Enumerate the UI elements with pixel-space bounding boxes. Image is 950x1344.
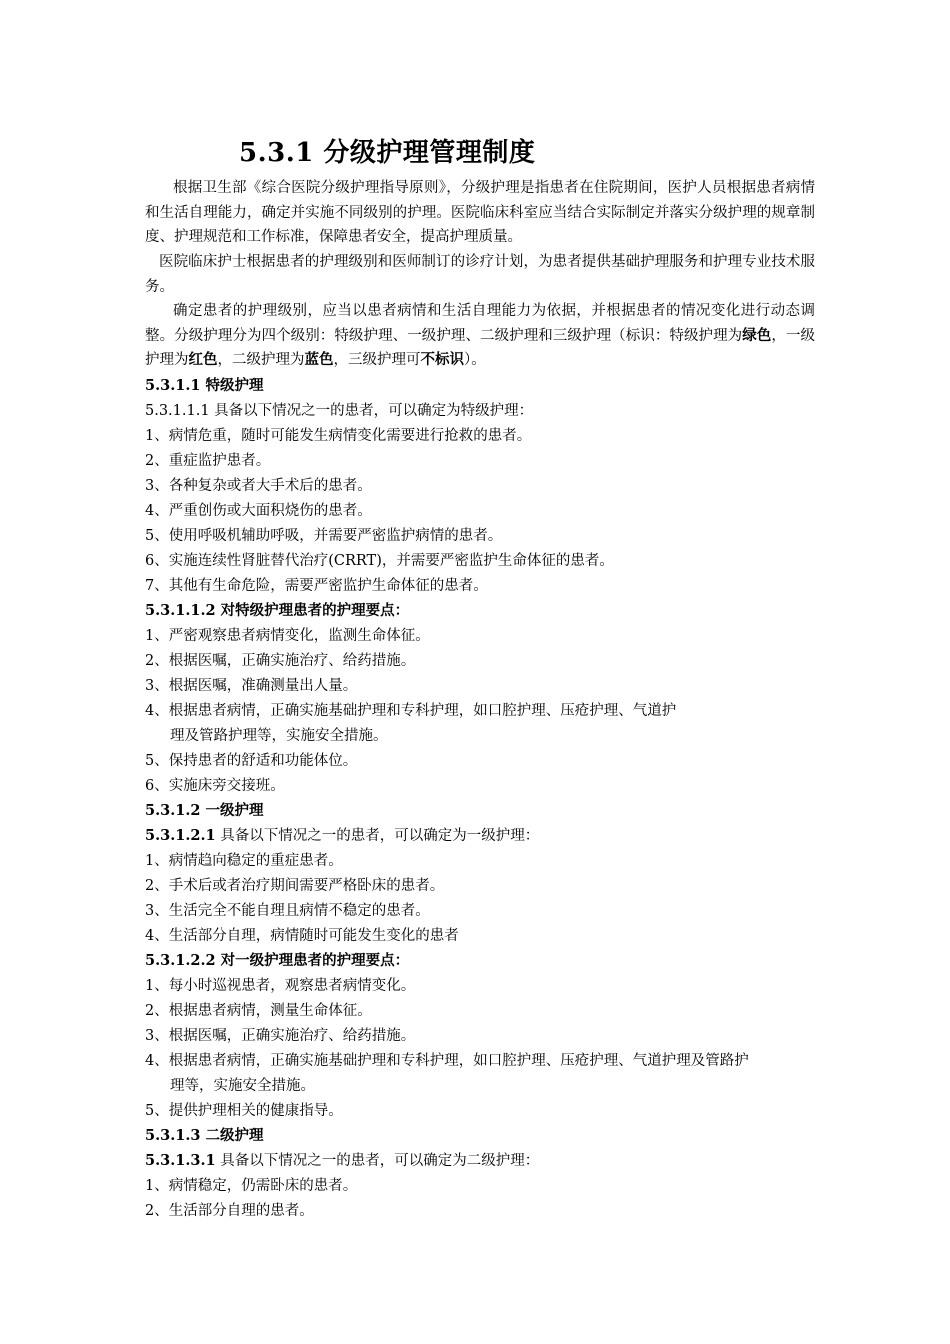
level-green-label: 绿色 xyxy=(742,326,772,344)
list-item: 3、根据医嘱，正确实施治疗、给药措施。 xyxy=(145,1028,416,1044)
subsection-special-criteria xyxy=(145,399,815,423)
list-item: 2、根据医嘱，正确实施治疗、给药措施。 xyxy=(145,653,416,669)
level-red-label: 红色 xyxy=(188,351,218,368)
subsection-number: 5.3.1.2.1 xyxy=(145,827,216,844)
section-heading-first: 5.3.1.2 一级护理 xyxy=(145,802,264,819)
intro-p3-text-c: ，二级护理为 xyxy=(217,352,305,368)
subsection-number: 5.3.1.1.1 xyxy=(145,403,210,419)
section-heading-special: 5.3.1.1 特级护理 xyxy=(145,377,264,394)
intro-paragraph-1: 根据卫生部《综合医院分级护理指导原则》，分级护理是指患者在住院期间，医护人员根据患者病情和生活自理能力，确定并实施不同级别的护理。医院临床科室应当结合实际制定并落实分级护理的规章制度、护理规范和工作标准，保障患者安全，提高护理质量。 xyxy=(145,180,815,245)
list-item: 3、根据医嘱，准确测量出人量。 xyxy=(145,678,358,694)
level-none-label: 不标识 xyxy=(420,351,464,368)
list-item: 2、生活部分自理的患者。 xyxy=(145,1203,314,1219)
intro-p3-text-d: ，三级护理可 xyxy=(333,352,421,368)
list-item: 2、根据患者病情，测量生命体征。 xyxy=(145,1003,372,1019)
list-item: 1、每小时巡视患者，观察患者病情变化。 xyxy=(145,978,416,994)
list-item: 1、病情趋向稳定的重症患者。 xyxy=(145,853,343,869)
list-item: 7、其他有生命危险，需要严密监护生命体征的患者。 xyxy=(145,578,488,594)
subsection-text: 具备以下情况之一的患者，可以确定为一级护理： xyxy=(215,828,540,844)
section-heading-second: 5.3.1.3 二级护理 xyxy=(145,1127,264,1144)
list-item: 1、病情危重，随时可能发生病情变化需要进行抢救的患者。 xyxy=(145,428,532,444)
list-item: 4、根据患者病情，正确实施基础护理和专科护理，如口腔护理、压疮护理、气道护理及管路护 xyxy=(145,1053,749,1069)
list-item: 1、严密观察患者病情变化，监测生命体征。 xyxy=(145,628,430,644)
intro-p3-text-e: ）。 xyxy=(464,352,486,368)
subsection-text: 具备以下情况之一的患者，可以确定为特级护理： xyxy=(209,403,534,419)
list-item: 5、保持患者的舒适和功能体位。 xyxy=(145,753,358,769)
list-item: 1、病情稳定，仍需卧床的患者。 xyxy=(145,1178,358,1194)
list-item: 6、实施床旁交接班。 xyxy=(145,778,285,794)
subsection-heading-special-points: 5.3.1.1.2 对特级护理患者的护理要点： xyxy=(145,602,410,619)
list-item: 4、生活部分自理，病情随时可能发生变化的患者 xyxy=(145,928,459,944)
intro-paragraph-3 xyxy=(145,299,815,373)
intro-p3-text-b: ，一级护理为 xyxy=(145,327,816,368)
list-item-continuation: 理及管路护理等，实施安全措施。 xyxy=(170,728,388,744)
subsection-heading-first-points: 5.3.1.2.2 对一级护理患者的护理要点： xyxy=(145,952,410,969)
list-item: 6、实施连续性肾脏替代治疗(CRRT)，并需要严密监护生命体征的患者。 xyxy=(145,553,614,569)
list-item: 3、生活完全不能自理且病情不稳定的患者。 xyxy=(145,903,430,919)
list-item: 4、严重创伤或大面积烧伤的患者。 xyxy=(145,503,372,519)
intro-p3-text-a: 确定患者的护理级别，应当以患者病情和生活自理能力为依据，并根据患者的情况变化进行动态调整。分级护理分为四个级别：特级护理、一级护理、二级护理和三级护理（标识：特级护理为 xyxy=(145,303,815,344)
subsection-text: 具备以下情况之一的患者，可以确定为二级护理： xyxy=(215,1153,540,1169)
level-blue-label: 蓝色 xyxy=(304,351,334,368)
subsection-number: 5.3.1.3.1 xyxy=(145,1152,216,1169)
list-item: 5、提供护理相关的健康指导。 xyxy=(145,1103,343,1119)
intro-paragraph-2: 医院临床护士根据患者的护理级别和医师制订的诊疗计划，为患者提供基础护理服务和护理专业技术服务。 xyxy=(145,254,815,295)
subsection-first-criteria xyxy=(145,824,815,848)
subsection-second-criteria xyxy=(145,1149,815,1173)
list-item: 2、重症监护患者。 xyxy=(145,453,271,469)
list-item: 4、根据患者病情，正确实施基础护理和专科护理，如口腔护理、压疮护理、气道护 xyxy=(145,703,677,719)
list-item: 3、各种复杂或者大手术后的患者。 xyxy=(145,478,372,494)
list-item-continuation: 理等，实施安全措施。 xyxy=(170,1078,315,1094)
list-item: 2、手术后或者治疗期间需要严格卧床的患者。 xyxy=(145,878,445,894)
list-item: 5、使用呼吸机辅助呼吸，并需要严密监护病情的患者。 xyxy=(145,528,503,544)
page-title: 5.3.1 分级护理管理制度 xyxy=(239,138,536,168)
